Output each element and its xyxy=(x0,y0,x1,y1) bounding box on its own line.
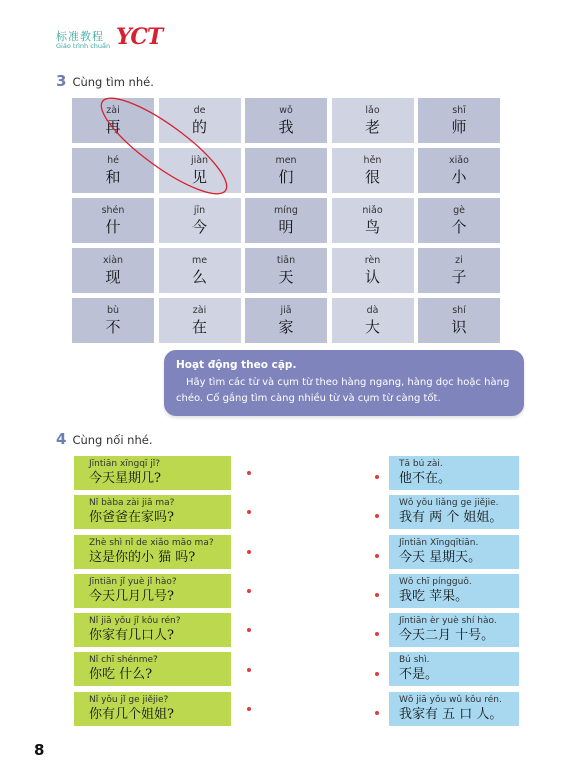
question-box[interactable] xyxy=(74,456,231,490)
grid-cell xyxy=(418,98,500,143)
question-box-chinese: 你爸爸在家吗? xyxy=(89,510,174,526)
question-dot[interactable] xyxy=(247,550,251,554)
page-number: 8 xyxy=(34,741,45,759)
cell-hanzi: 们 xyxy=(278,167,294,186)
cell-pinyin: bù xyxy=(106,304,120,316)
grid-cell xyxy=(418,248,500,293)
cell-hanzi: 认 xyxy=(364,267,380,286)
answer-dot[interactable] xyxy=(375,475,379,479)
cell-pinyin: niǎo xyxy=(362,204,383,216)
question-box[interactable] xyxy=(74,574,231,608)
answer-box-pinyin: Bú shì. xyxy=(399,655,430,666)
cell-pinyin: rèn xyxy=(364,254,381,266)
question-box-pinyin: Zhè shì nǐ de xiǎo māo ma? xyxy=(89,537,214,548)
section-3-title: Cùng tìm nhé. xyxy=(72,75,154,89)
cell-pinyin: zài xyxy=(192,304,207,316)
grid-cell xyxy=(159,148,241,193)
cell-hanzi: 子 xyxy=(451,267,467,286)
grid-cell xyxy=(418,198,500,243)
answer-box-chinese: 今天 星期天。 xyxy=(399,549,482,565)
note-title: Hoạt động theo cặp. xyxy=(176,359,297,371)
cell-hanzi: 家 xyxy=(278,317,294,336)
answer-box[interactable] xyxy=(389,652,519,686)
cell-pinyin: wǒ xyxy=(279,104,293,116)
cell-pinyin: tiān xyxy=(276,254,296,266)
answer-box[interactable] xyxy=(389,456,519,490)
cell-hanzi: 很 xyxy=(364,167,380,186)
grid-cell xyxy=(72,248,154,293)
grid-cell xyxy=(72,298,154,343)
section-4-heading xyxy=(56,430,152,448)
section-4-number: 4 xyxy=(56,430,67,448)
grid-cell xyxy=(332,148,414,193)
answer-dot[interactable] xyxy=(375,514,379,518)
answer-box-pinyin: Tā bú zài. xyxy=(399,459,443,469)
pair-activity-note xyxy=(164,350,524,416)
question-box-pinyin: Nǐ bàba zài jiā ma? xyxy=(89,498,175,509)
answer-box[interactable] xyxy=(389,535,519,569)
answer-box-chinese: 他不在。 xyxy=(399,471,452,486)
answer-box-pinyin: Jīntiān Xīngqītiān. xyxy=(399,537,479,548)
cell-hanzi: 和 xyxy=(105,167,121,186)
cell-pinyin: jiàn xyxy=(190,154,209,166)
answer-dot[interactable] xyxy=(375,672,379,676)
answer-box-chinese: 我家有 五 口 人。 xyxy=(399,706,503,722)
cell-pinyin: dà xyxy=(366,304,379,316)
word-search-grid xyxy=(72,98,500,346)
grid-cell xyxy=(418,298,500,343)
cell-hanzi: 什 xyxy=(105,217,121,236)
question-box[interactable] xyxy=(74,692,231,726)
cell-hanzi: 鸟 xyxy=(364,217,380,236)
cell-pinyin: shī xyxy=(452,104,466,116)
cell-hanzi: 师 xyxy=(451,117,467,136)
cell-hanzi: 天 xyxy=(278,267,294,286)
question-dot[interactable] xyxy=(247,707,251,711)
question-dot[interactable] xyxy=(247,628,251,632)
cell-pinyin: gè xyxy=(453,204,465,216)
grid-cell xyxy=(72,148,154,193)
grid-cell xyxy=(72,198,154,243)
answer-box-chinese: 我有 两 个 姐姐。 xyxy=(399,510,503,526)
grid-cell xyxy=(245,148,327,193)
grid-cell xyxy=(332,298,414,343)
grid-cell xyxy=(245,248,327,293)
question-box[interactable] xyxy=(74,495,231,529)
cell-pinyin: shí xyxy=(452,304,466,316)
answer-box-pinyin: Wǒ chī píngguǒ. xyxy=(399,576,472,587)
grid-cell xyxy=(245,198,327,243)
cell-pinyin: xiǎo xyxy=(449,154,469,166)
cell-pinyin: hěn xyxy=(363,154,382,166)
section-4-title: Cùng nối nhé. xyxy=(72,433,153,447)
question-box-chinese: 今天几月几号? xyxy=(89,588,174,604)
cell-hanzi: 识 xyxy=(451,317,467,336)
brand-vietnamese-title: Giáo trình chuẩn xyxy=(56,42,111,50)
grid-cell xyxy=(245,298,327,343)
cell-hanzi: 的 xyxy=(191,117,207,136)
question-box[interactable] xyxy=(74,535,231,569)
note-body: Hãy tìm các từ và cụm từ theo hàng ngang, hàng dọc hoặc hàng chéo. Cố gắng tìm càng nhiều từ và cụm từ càng tốt. xyxy=(176,377,510,404)
answer-box-pinyin: Jīntiān èr yuè shí hào. xyxy=(399,616,497,627)
cell-hanzi: 见 xyxy=(191,167,207,186)
grid-cell xyxy=(418,148,500,193)
answer-dot[interactable] xyxy=(375,711,379,715)
grid-cell xyxy=(332,98,414,143)
question-column xyxy=(74,456,231,731)
cell-hanzi: 再 xyxy=(105,117,121,136)
question-dot[interactable] xyxy=(247,668,251,672)
question-box-chinese: 你有几个姐姐? xyxy=(89,706,174,722)
answer-dot[interactable] xyxy=(375,593,379,597)
answer-box-pinyin: Wǒ jiā yǒu wǔ kǒu rén. xyxy=(399,694,502,705)
cell-hanzi: 小 xyxy=(451,167,467,186)
cell-hanzi: 不 xyxy=(105,317,121,336)
answer-box[interactable] xyxy=(389,613,519,647)
question-dot[interactable] xyxy=(247,471,251,475)
answer-box[interactable] xyxy=(389,495,519,529)
question-box-chinese: 你家有几口人? xyxy=(89,628,174,644)
cell-pinyin: zài xyxy=(106,104,120,116)
question-box-chinese: 这是你的小 猫 吗? xyxy=(89,549,196,565)
cell-pinyin: míng xyxy=(274,204,298,216)
question-box-pinyin: Jīntiān xīngqī jǐ? xyxy=(89,459,161,469)
question-box[interactable] xyxy=(74,652,231,686)
cell-hanzi: 老 xyxy=(364,117,380,136)
cell-pinyin: lǎo xyxy=(365,104,380,116)
cell-pinyin: shén xyxy=(101,204,125,216)
answer-box[interactable] xyxy=(389,574,519,608)
cell-pinyin: me xyxy=(191,254,208,266)
question-box-pinyin: Nǐ chī shénme? xyxy=(89,655,158,666)
brand-chinese-title: 标准教程 xyxy=(56,30,104,43)
cell-hanzi: 在 xyxy=(191,317,207,336)
cell-hanzi: 大 xyxy=(364,317,380,336)
cell-hanzi: 个 xyxy=(451,217,467,236)
question-dot[interactable] xyxy=(247,510,251,514)
question-box[interactable] xyxy=(74,613,231,647)
answer-box-chinese: 今天二月 十号。 xyxy=(399,628,495,644)
cell-pinyin: men xyxy=(275,154,297,166)
yct-logo: YCT xyxy=(116,24,163,50)
grid-cell xyxy=(72,98,154,143)
cell-hanzi: 我 xyxy=(278,117,294,136)
grid-cell xyxy=(159,298,241,343)
grid-cell xyxy=(159,98,241,143)
grid-cell xyxy=(332,248,414,293)
question-box-chinese: 你吃 什么? xyxy=(89,667,153,683)
answer-dot[interactable] xyxy=(375,632,379,636)
question-dot[interactable] xyxy=(247,589,251,593)
question-box-pinyin: Nǐ yǒu jǐ ge jiějie? xyxy=(89,694,169,705)
cell-pinyin: zi xyxy=(455,254,463,266)
cell-hanzi: 明 xyxy=(278,217,294,236)
answer-box-chinese: 我吃 苹果。 xyxy=(399,588,469,604)
cell-pinyin: jiā xyxy=(280,304,292,316)
answer-box-chinese: 不是。 xyxy=(399,667,439,683)
cell-hanzi: 现 xyxy=(105,267,121,286)
question-box-chinese: 今天星期几? xyxy=(89,471,161,486)
grid-cell xyxy=(245,98,327,143)
cell-pinyin: jīn xyxy=(193,204,206,216)
question-box-pinyin: Jīntiān jǐ yuè jǐ hào? xyxy=(89,576,177,587)
cell-pinyin: xiàn xyxy=(102,254,124,266)
grid-cell xyxy=(159,198,241,243)
answer-box-pinyin: Wǒ yǒu liǎng ge jiějie. xyxy=(399,498,499,509)
question-box-pinyin: Nǐ jiā yǒu jǐ kǒu rén? xyxy=(89,616,181,627)
answer-dot[interactable] xyxy=(375,554,379,558)
answer-box[interactable] xyxy=(389,692,519,726)
cell-pinyin: hé xyxy=(107,154,119,166)
cell-hanzi: 今 xyxy=(191,217,207,236)
section-3-heading xyxy=(56,72,154,90)
cell-pinyin: de xyxy=(193,104,206,116)
answer-column xyxy=(389,456,519,731)
grid-cell xyxy=(332,198,414,243)
section-3-number: 3 xyxy=(56,72,67,90)
grid-cell xyxy=(159,248,241,293)
cell-hanzi: 么 xyxy=(191,267,207,286)
